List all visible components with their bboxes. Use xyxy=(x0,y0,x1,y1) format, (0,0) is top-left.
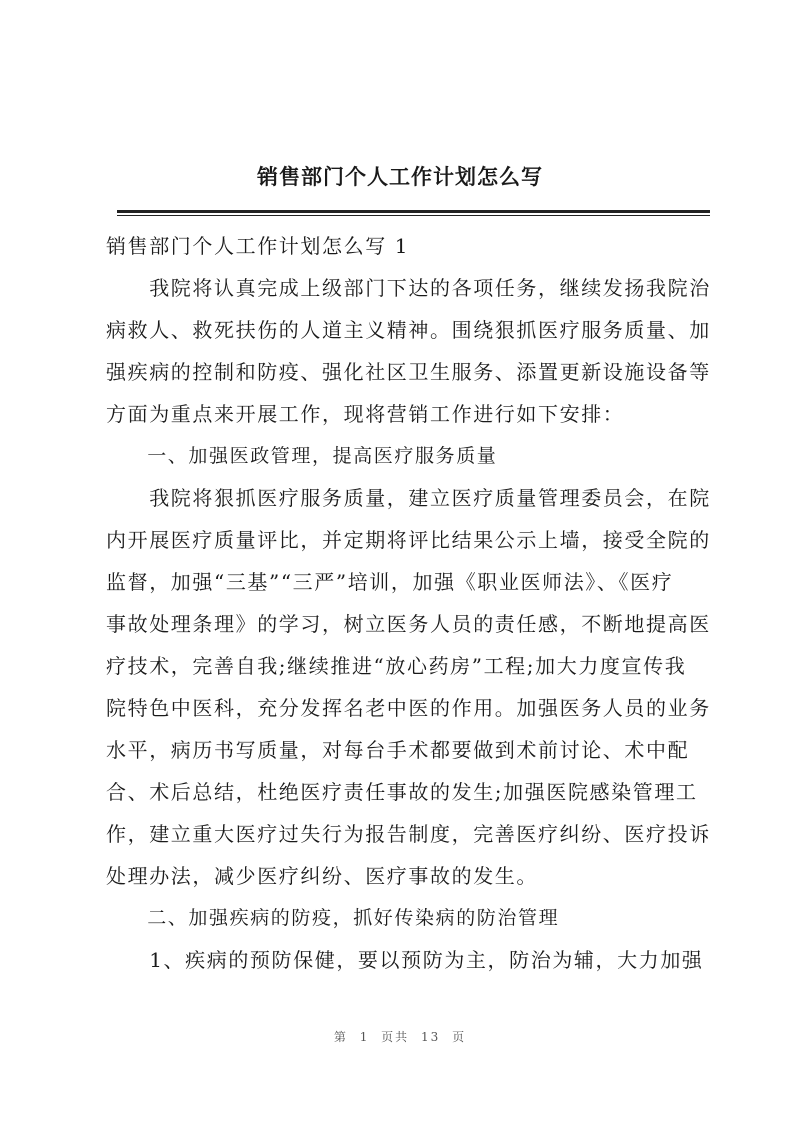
body-line: 我院将狠抓医疗服务质量，建立医疗质量管理委员会，在院 xyxy=(106,486,711,510)
body-line: 强疾病的控制和防疫、强化社区卫生服务、添置更新设施设备等 xyxy=(106,360,711,384)
body-line: 监督，加强“三基”“三严”培训，加强《职业医师法》、《医疗 xyxy=(106,570,674,594)
sub-heading: 一、加强医政管理，提高医疗服务质量 xyxy=(106,445,498,467)
page-number-footer: 第 1 页共 13 页 xyxy=(333,1030,467,1044)
section-heading: 销售部门个人工作计划怎么写 1 xyxy=(106,234,410,258)
document-body xyxy=(106,225,714,981)
body-line: 水平，病历书写质量，对每台手术都要做到术前讨论、术中配 xyxy=(106,738,690,762)
body-line: 内开展医疗质量评比，并定期将评比结果公示上墙，接受全院的 xyxy=(106,528,711,552)
body-line: 作，建立重大医疗过失行为报告制度，完善医疗纠纷、医疗投诉 xyxy=(106,822,711,846)
sub-heading: 二、加强疾病的防疫，抓好传染病的防治管理 xyxy=(106,907,560,929)
body-line: 方面为重点来开展工作，现将营销工作进行如下安排： xyxy=(106,402,625,426)
body-line: 事故处理条理》的学习，树立医务人员的责任感，不断地提高医 xyxy=(106,612,711,636)
body-line: 1、疾病的预防保健，要以预防为主，防治为辅，大力加强 xyxy=(106,948,704,972)
document-title: 销售部门个人工作计划怎么写 xyxy=(257,165,543,189)
title-underline xyxy=(117,210,710,213)
body-line: 院特色中医科，充分发挥名老中医的作用。加强医务人员的业务 xyxy=(106,696,711,720)
body-line: 疗技术，完善自我;继续推进“放心药房”工程;加大力度宣传我 xyxy=(106,654,687,678)
body-line: 处理办法，减少医疗纠纷、医疗事故的发生。 xyxy=(106,864,538,888)
body-line: 我院将认真完成上级部门下达的各项任务，继续发扬我院治 xyxy=(106,276,711,300)
body-line: 病救人、救死扶伤的人道主义精神。围绕狠抓医疗服务质量、加 xyxy=(106,318,711,342)
body-line: 合、术后总结，杜绝医疗责任事故的发生;加强医院感染管理工 xyxy=(106,780,698,804)
